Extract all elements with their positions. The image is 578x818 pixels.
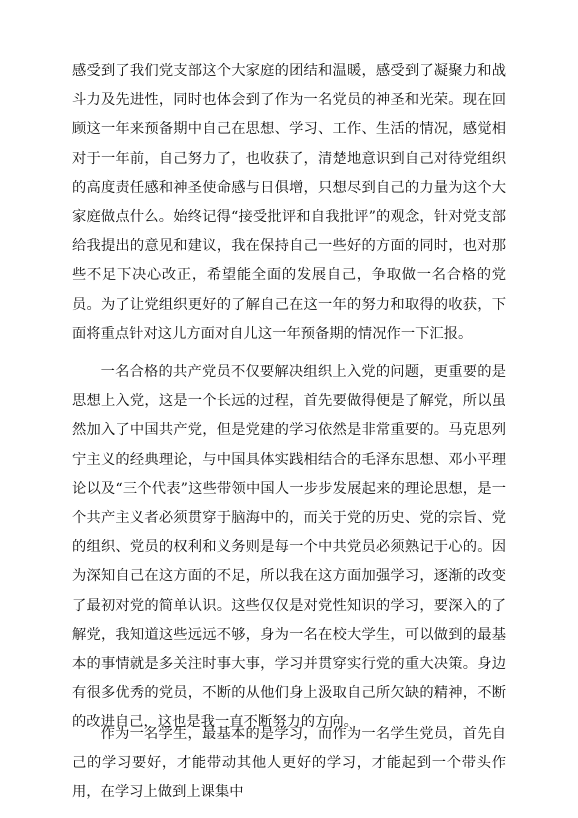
paragraph-2: 一名合格的共产党员不仅要解决组织上入党的问题，更重要的是思想上入党，这是一个长远的过程，首先要做得便是了解党，所以虽然加入了中国共产党，但是党建的学习依然是非常重要的。马克思列宁主义的经典理论，与中国具体实践相结合的毛泽东思想、邓小平理论以及“三个代表”这些带领中国人一步步发展起来的理论思想，是一个共产主义者必须贯穿于脑海中的，而关于党的历史、党的宗旨、党的组织、党员的权利和义务则是每一个中共党员必须熟记于心的。因为深知自己在这方面的不足，所以我在这方面加强学习，逐渐的改变了最初对党的简单认识。这些仅仅是对党性知识的学习，要深入的了解党，我知道这些远远不够，身为一名在校大学生，可以做到的最基本的事情就是多关注时事大事，学习并贯穿实行党的重大决策。身边有很多优秀的党员，不断的从他们身上汲取自己所欠缺的精神，不断的改进自己，这也是我一直不断努力的方向。 [72,364,506,731]
paragraph-1: 感受到了我们党支部这个大家庭的团结和温暖，感受到了凝聚力和战斗力及先进性，同时也体会到了作为一名党员的神圣和光荣。现在回顾这一年来预备期中自己在思想、学习、工作、生活的情况，感觉相对于一年前，自己努力了，也收获了，清楚地意识到自己对待党组织的高度责任感和神圣使命感与日俱增，只想尽到自己的力量为这个大家庭做点什么。始终记得“接受批评和自我批评”的观念，针对党支部给我提出的意见和建议，我在保持自己一些好的方面的同时，也对那些不足下决心改正，希望能全面的发展自己，争取做一名合格的党员。为了让党组织更好的了解自己在这一年的努力和取得的收获，下面将重点针对这儿方面对自儿这一年预备期的情况作一下汇报。 [72,63,506,342]
paragraph-3: 作为一名学生，最基本的是学习，而作为一名学生党员，首先自己的学习要好，才能带动其他人更好的学习，才能起到一个带头作用，在学习上做到上课集中 [72,726,506,801]
